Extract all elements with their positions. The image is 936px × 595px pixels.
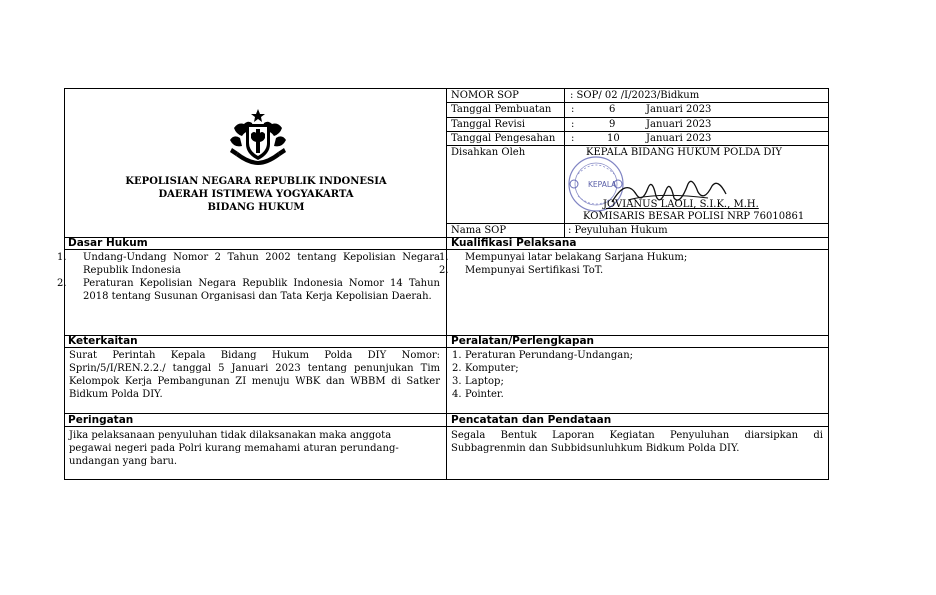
list-item [57,277,440,303]
colon: : [571,133,575,144]
item-number: 1. [439,252,449,263]
polri-emblem-icon [224,108,292,166]
item-number: 2. [452,363,462,374]
item-text: Peraturan Perundang-Undangan; [465,350,634,361]
peralatan-list [452,349,824,401]
item-number: 1. [57,252,67,263]
list-item [452,362,824,375]
section-line [64,426,829,427]
item-text: Mempunyai latar belakang Sarjana Hukum; [465,252,688,263]
colon: : [571,104,575,115]
org-name-line3: BIDANG HUKUM [207,202,305,213]
section-line [64,347,829,348]
list-item [439,251,824,264]
keterkaitan-heading: Keterkaitan [68,335,138,347]
section-line [64,249,829,250]
item-number: 2. [439,265,449,276]
kualifikasi-list [439,251,824,277]
tanggal-pembuatan-day: 6 [609,104,616,115]
org-name-line2: DAERAH ISTIMEWA YOGYAKARTA [158,189,354,200]
pencatatan-text: Segala Bentuk Laporan Kegiatan Penyuluhan diarsipkan di Subbagrenmin dan Subbidsunluhkum Bidkum Polda DIY. [451,430,823,454]
tanggal-pengesahan-month: Januari 2023 [646,133,712,144]
item-text: Peraturan Kepolisian Negara Republik Indonesia Nomor 14 Tahun 2018 tentang Susunan Organisasi dan Tata Kerja Kepolisian Daerah. [83,278,440,302]
tanggal-pengesahan-day: 10 [607,133,620,144]
list-item [452,349,824,362]
item-number: 1. [452,350,462,361]
keterkaitan-text: Surat Perintah Kepala Bidang Hukum Polda DIY Nomor: Sprin/5/I/REN.2.2./ tanggal 5 Januari 2023 tentang penunjukan Tim Kelompok Kerja Pembangunan ZI menuju WBK dan WBBM di Satker Bidkum Polda DIY. [69,350,440,400]
kualifikasi-heading: Kualifikasi Pelaksana [451,237,577,249]
tanggal-pembuatan-month: Januari 2023 [646,104,712,115]
org-name-line1: KEPOLISIAN NEGARA REPUBLIK INDONESIA [125,176,387,187]
item-text: Komputer; [465,363,519,374]
disahkan-title: KEPALA BIDANG HUKUM POLDA DIY [586,147,782,158]
nama-sop-label: Nama SOP [451,225,507,236]
list-item [452,388,824,401]
peringatan-heading: Peringatan [68,414,134,426]
center-divider [446,88,447,480]
item-text: Pointer. [465,389,504,400]
list-item [57,251,440,277]
item-text: Undang-Undang Nomor 2 Tahun 2002 tentang Kepolisian Negara Republik Indonesia [83,252,440,276]
list-item [452,375,824,388]
tanggal-pembuatan-label: Tanggal Pembuatan [451,104,552,115]
nama-sop-value: : Peyuluhan Hukum [568,225,668,236]
section-line [64,413,829,414]
item-number: 3. [452,376,462,387]
signer-rank: KOMISARIS BESAR POLISI NRP 76010861 [583,211,805,222]
dasar-hukum-list [57,251,440,303]
peralatan-heading: Peralatan/Perlengkapan [451,335,595,347]
item-number: 4. [452,389,462,400]
meta-label-divider [564,88,565,237]
tanggal-revisi-month: Januari 2023 [646,119,712,130]
dasar-hukum-heading: Dasar Hukum [68,237,148,249]
item-number: 2. [57,278,67,289]
outer-border-right [828,88,829,480]
stamp-text: KEPALA [588,180,617,189]
item-text: Laptop; [465,376,504,387]
tanggal-revisi-label: Tanggal Revisi [451,119,526,130]
nomor-sop-label: NOMOR SOP [451,90,519,101]
pencatatan-heading: Pencatatan dan Pendataan [451,414,612,426]
disahkan-oleh-label: Disahkan Oleh [451,147,526,158]
item-text: Mempunyai Sertifikasi ToT. [465,265,604,276]
section-line [64,237,829,238]
signer-name: JOVIANUS LAOLI, S.I.K., M.H. [603,199,759,210]
tanggal-revisi-day: 9 [609,119,616,130]
nomor-sop-value: : SOP/ 02 /I/2023/Bidkum [570,90,700,101]
colon: : [571,119,575,130]
section-line [64,335,829,336]
tanggal-pengesahan-label: Tanggal Pengesahan [451,133,556,144]
list-item [439,264,824,277]
peringatan-text: Jika pelaksanaan penyuluhan tidak dilaksanakan maka anggota pegawai negeri pada Polri kurang memahami aturan perundang-undangan yang baru. [69,430,399,467]
